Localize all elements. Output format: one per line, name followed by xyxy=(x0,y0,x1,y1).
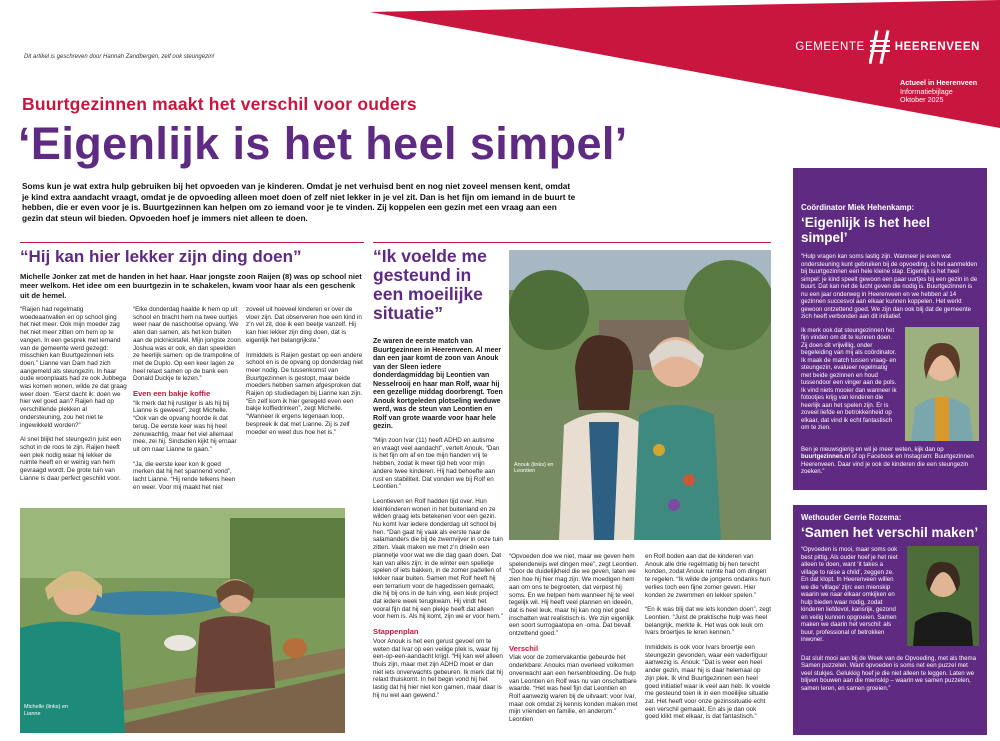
gemeente-logo[interactable] xyxy=(795,28,980,66)
paragraph: Voor Anouk is het een gerust gevoel om te weten dat Ivar op een veilige plek is, waar hij een-op-een-aandacht krijgt. “Hij kan wel alleen thuis zijn, maar met zijn ADHD moet er dan niet iets onverwachts gebeuren. Ik merk dat hij relaxt thuiskomt. In het begin vond hij het lastig dat hij hier niet kon gamen, maar daar is hij nu wel aan gewend.” xyxy=(373,637,503,699)
paragraph: Vlak voor de zomervakantie gebeurde het onderkbare: Anouks man overleed volkomen onverwacht aan een hersenbloeding. De hulp van Leontien en Rolf was nu van onschatbare waarde. “Het was heel fijn dat Leontien en Rolf aanwezig waren bij de uitvaart: voor Ivar, maar ook omdat zij kennis konden maken met mijn vrienden en familie, en anderom.” Leontien xyxy=(509,654,638,724)
paragraph: Ik merk ook dat steungezinnen het fijn vinden om dit te kunnen doen. Zij doen dit vrijwillig, onder begeleiding van mij als coördinator. Ik maak de match tussen vraag- en steungezin, evalueer regelmatig met beide gezinnen en houd tussendoor een vinger aan de pols. Ik vind niets mooier dan wanneer ik fotootjes krijg van kinderen die heerlijk aan het spelen zijn. Er is zoveel liefde en betrokkenheid op elkaar, dat vind ik echt fantastisch om te zien. xyxy=(801,326,897,431)
paragraph: zoveel uit hoeveel kinderen er over de vloer zijn. Dat observeren hoe een kind in z’n vel zit, doe ik een beetje vanzelf. Hij kan hier lekker zijn ding doen, dat is eigenlijk het belangrijkste.” xyxy=(246,306,362,344)
photo-caption: Michelle (links) en Lianne xyxy=(24,704,69,717)
paragraph: “Mijn zoon Ivar (11) heeft ADHD en autisme en vraagt veel aandacht”, vertelt Anouk. “Dan is het fijn om af en toe mijn handen vrij te hebben, zodat ik meer tijd heb voor mijn andere twee kinderen. Hij had behoefte aan rust en stabiliteit. Dat vonden we bij Rolf en Leontien.” xyxy=(373,437,500,491)
sidebar-contact-pre: Ben je nieuwsgierig en wil je meer weten, kijk dan op xyxy=(801,445,944,453)
sidebar-contact-post: of op Facebook en Instagram: Buurtgezinnen Heerenveen. Daar vind je ook de kinderen die een steungezin zoeken.” xyxy=(801,453,974,475)
paragraph: “En ik was blij dat we iets konden doen”, zegt Leontien. “Juist de praktische hulp was heel belangrijk, merkte ik. Het was ook leuk om Ivars broertjes te leren kennen.” xyxy=(645,606,772,637)
paragraph: Inmiddels is Raijen gestart op een andere school en is de opvang op donderdag niet meer nodig. De tussenkomst van Buurtgezinnen is gestopt, maar beide moeders hebben samen afgesproken dat Raijen op studiedagen bij Lianne kan zijn. “En zelf kom ik hier geregeld even een bakje koffiedrinken”, zegt Michelle. “Wanneer ik ergens tegenaan loop, bespreek ik dat met Lianne. Zij is zelf moeder en weet dus hoe het is.” xyxy=(246,351,363,436)
sidebar-quote: ‘Samen het verschil maken’ xyxy=(801,525,979,540)
paragraph: Inmiddels is ook voor Ivars broertje een steungezin gevonden, waar een vaderfiguur aanwezig is. Anouk: “Dat is weer een heel ander gezin, maar hij is daar helemaal op zijn plek. Ik vind Buurtgezinnen een heel goed initiatief waar ik veel aan heb. Ik voelde me gesteund toen ik in een moeilijke situatie zat. Het heeft voor onze gezinssituatie echt een verschil gemaakt. En als je dan ook goed klikt met elkaar, is dat fantastisch.” xyxy=(645,644,771,721)
buurtgezinnen-link[interactable]: buurtgezinnen.nl xyxy=(801,453,851,460)
story1-rule xyxy=(20,242,364,243)
story2-lead: Ze waren de eerste match van Buurtgezinnen in Heerenveen. Al meer dan een jaar komt de zoon van Anouk van der Sleen iedere donderdagmiddag bij Leontien van Nesselrooij en haar man Rolf, waar hij een gezellige middag doorbrengt. Toen Anouk kortgeleden plotseling weduwe werd, was de steun van Leontien en Rolf van grote waarde voor haar hele gezin. xyxy=(373,338,503,430)
story2-col3 xyxy=(645,553,771,728)
sidebar-role: Coördinator Miek Hehenkamp: xyxy=(801,203,915,212)
paragraph: “Raijen had regelmatig woedeaanvallen en op school ging het niet meer. Ook mijn moeder zag het niet meer zitten om hem op te vangen. In een gesprek met iemand van de gemeente werd gezegd: misschien kan Buurtgezinnen iets doen.” Lianne van Dam had zich aangemeld als steungezin. In haar oude woonplaats had ze ook Jubbega was komen wonen, wilde ze dat graag weer doen. “Eerst dacht ik: doen we hier wel goed aan? Raijen had op verschillende plekken al ondersteuning, zou het niet te ingewikkeld worden?” xyxy=(20,306,127,429)
paragraph xyxy=(801,446,979,476)
story2-title: “Ik voelde me gesteund in een moeilijke situatie” xyxy=(373,246,487,323)
story1-col3 xyxy=(246,306,364,443)
story1-col1 xyxy=(20,306,127,489)
paragraph: “Elke donderdag haalde ik hem op uit school en bracht hem na twee uurtjes weer naar de naschoolse opvang. We aten dan samen, als het kon buiten aan de picknicktafel. Mijn jongste zoon Joshua was er ook, en dan speelden ze heerlijk samen: op de trampoline of met de Duplo. Op een keer lagen ze heel relaxt samen op de bank een Donald Duckje te lezen.” xyxy=(133,306,241,383)
edition-sub: Informatiebijlage xyxy=(900,86,953,96)
paragraph: Leontieven en Rolf hadden tijd over. Hun kleinkinderen wonen in het buitenland en ze wilden graag iets betekenen voor een gezin. Nu komt Ivar iedere donderdag uit school bij hen. “Dan gaat hij vaak als eerste naar de salamanders die bij de zwemvijver in onze tuin zitten. Vaak maken we met z’n drieën een plannetje voor wat we die dag gaan doen. Dat kan van alles zijn: in de winter een spelletje spelen of iets bakken, in de zomer padellen of lekker naar buiten. Samen met Rolf heeft hij een terrarium voor de hagedissen gemaakt, die hij bij ons in de tuin ving, een leuk project dat iedere week terugkwam. Hij vindt het vooral fijn dat hij een plekje heeft dat alleen voor hem is. Als hij komt, zijn we er voor hem.” xyxy=(373,497,503,621)
portrait-gerrie xyxy=(907,546,979,646)
story1-photo xyxy=(20,508,345,733)
sidebar-role: Wethouder Gerrie Rozema: xyxy=(801,513,902,522)
paragraph: Al snel blijkt het steungezin juist een schot in de roos te zijn. Raijen heeft een plek nodig waar hij lekker de ruimte heeft en er weinig van hem gevraagd wordt. De grote tuin van Lianne is daar perfect geschikt voor. xyxy=(20,436,122,482)
paragraph: Dat sluit mooi aan bij de Week van de Opvoeding, met als thema Samen puzzelen. Want opvoeden is soms net een puzzel met veel stukjes. Gelukkig hoef je die niet alleen te leggen. Laten we blijven bouwen aan die mienskip – waarin we samen puzzelen, samen leren, en samen groeien.” xyxy=(801,654,977,692)
sidebar-quote: ‘Eigenlijk is het heel simpel’ xyxy=(801,215,931,245)
story1-lead: Michelle Jonker zat met de handen in het haar. Haar jongste zoon Raijen (8) was op school niet meer welkom. Het idee om een buurtgezin in te schakelen, kwam voor haar als een geschenk uit de hemel. xyxy=(20,272,362,300)
edition-date: Oktober 2025 xyxy=(900,95,944,105)
logo-word-gemeente: GEMEENTE xyxy=(795,41,865,53)
subheading: Verschil xyxy=(509,643,539,653)
subheading: Stappenplan xyxy=(373,627,419,637)
story1-title: “Hij kan hier lekker zijn ding doen” xyxy=(20,247,302,266)
byline: Dit artikel is geschreven door Hannah Zandbergen, zelf ook steungezin! xyxy=(24,54,215,60)
paragraph: “Ik merk dat hij rustiger is als hij bij Lianne is geweest”, zegt Michelle. “Ook van de opvang hoorde ik dat terug. De eerste keer was hij heel zenuwachtig, maar het viel allemaal mee, zei hij. Sindsdien kijkt hij ernaar uit om naar Lianne te gaan.” xyxy=(133,399,237,453)
story2-col2 xyxy=(509,553,639,731)
sidebar-coordinator xyxy=(793,168,987,490)
gemeente-heerenveen-logo-icon xyxy=(869,28,891,66)
paragraph: “Ja, die eerste keer kon ik goed merken dat hij het spannend vond”, lacht Lianne. “Hij rende telkens heen en weer. Voor mij maakt het niet xyxy=(133,460,236,491)
paragraph: “Opvoeden is mooi, maar soms ook best pittig. Als ouder hoef je het niet alleen te doen, want ‘it takes a village to raise a child’, zeggen ze. En dat klopt. In Heerenveen willen we die ‘village’ zijn: een mienskip waarin we naar elkaar omkijken en hulp bieden waar nodig, zodat kinderen liefdevol, kansrijk, gezond en veilig kunnen opgroeien. Samen maken we daarin het verschil: als buur, professional of betrokken inwoner. xyxy=(801,546,898,643)
story1-col2 xyxy=(133,306,241,498)
photo-caption: Anouk (links) en Leontien xyxy=(514,462,554,475)
paragraph: en Rolf boden aan dat de kinderen van Anouk alle drie regelmatig bij hen terecht konden, zodat Anouk ruimte had om dingen te regelen. “Ik wilde de jongens ondanks hun verlies toch een fijne zomer geven. Hier konden ze zwemmen en lekker spelen.” xyxy=(645,553,770,599)
paragraph: “Opvoeden doe we niet, maar we geven hem spelenderwijs wel dingen mee”, zegt Leontien. “Door de duidelijkheid die we geven, laten we zien hoe hij hier mag zijn. We moedigen hem aan om ons te begroeten, dat verpest hij soms. En we helpen hem wanneer hij te veel tegelijk wil. Hij heeft veel plannen en ideeën, dat is heel leuk, maar hij kan nog niet goed inschatten wat realistisch is. We zijn eigenlijk een soort surrogaatopa en -oma. Dat bevalt ontzettend goed.” xyxy=(509,553,639,638)
story2-col1 xyxy=(373,437,503,707)
article-kicker: Buurtgezinnen maakt het verschil voor ouders xyxy=(22,94,417,114)
edition-title: Actueel in Heerenveen xyxy=(900,78,978,87)
logo-word-heerenveen: HEERENVEEN xyxy=(894,41,980,53)
paragraph: “Hulp vragen kan soms lastig zijn. Wanneer je even wat ondersteuning kunt gebruiken bij de opvoeding, is het aanmelden bij buurtgezinnen een hele kleine stap. Eigenlijk is het heel simpel: je kind speelt gewoon een paar uurtjes bij een gezin in de buurt. Dat kan net de lucht geven die nodig is. Buurtgezinnen is nu een jaar onderweg in Heerenveen en we hebben al 14 gezinnen succesvol aan elkaar kunnen koppelen. Het werkt gewoon ontzettend goed. We zijn dan ook blij dat de gemeente zich heeft verbonden aan dit initiatief. xyxy=(801,253,978,320)
story2-photo xyxy=(509,250,771,540)
edition-info xyxy=(900,79,980,105)
subheading: Even een bakje koffie xyxy=(133,389,211,399)
article-intro: Soms kun je wat extra hulp gebruiken bij het opvoeden van je kinderen. Omdat je net verhuisd bent en nog niet zoveel mensen kent, omdat je kind extra aandacht vraagt, omdat je de opvoeding alleen moet doen of zelf niet lekker in je vel zit. Dan is het fijn om iemand in de buurt te hebben, die er even voor je is. Buurtgezinnen kan helpen om zo iemand voor je te vinden. Zij koppelen een gezin met een vraag aan een gezin dat steun wil bieden. Opvoeden hoef je immers niet alleen te doen. xyxy=(22,181,576,223)
portrait-miek xyxy=(905,327,979,441)
story2-rule xyxy=(373,242,771,243)
sidebar-wethouder xyxy=(793,505,987,735)
article-headline: ‘Eigenlijk is het heel simpel’ xyxy=(18,118,628,169)
